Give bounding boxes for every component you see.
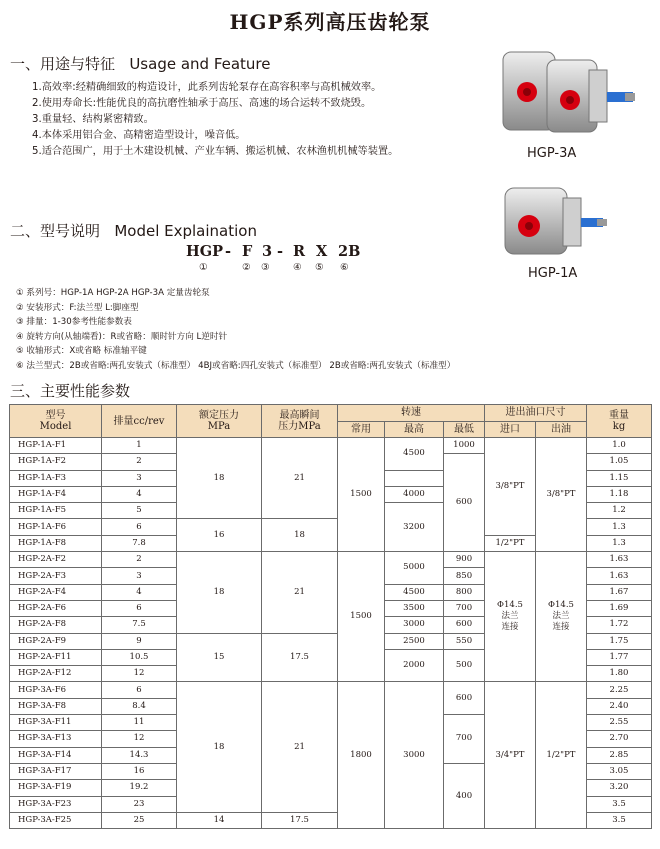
cell-disp: 2 (102, 454, 177, 470)
pump-caption: HGP-3A (527, 146, 577, 161)
legend-item: ④ 旋转方向(从轴端看)：R或省略：顺时针方向 L逆时针 (16, 331, 228, 342)
code-marker: ⑥ (340, 262, 349, 273)
cell-model: HGP-2A-F2 (10, 552, 102, 568)
table-row (10, 552, 652, 568)
cell-peak: 17.5 (262, 812, 338, 828)
port-out-line: Φ14.5 (548, 600, 574, 611)
cell-rated: 18 (177, 682, 262, 812)
table-row (10, 438, 652, 454)
perf-heading: 三、主要性能参数 (10, 382, 131, 400)
col-weight-label: 重量 (609, 410, 629, 421)
port-in-line: Φ14.5 (497, 600, 523, 611)
cell-disp: 25 (102, 812, 177, 828)
single-gear-pump-image (495, 178, 615, 268)
cell-rated: 16 (177, 519, 262, 552)
cell-weight: 1.3 (587, 535, 652, 551)
cell-rated: 18 (177, 552, 262, 633)
cell-speed-min: 400 (444, 763, 485, 828)
cell-port-in: 3/4"PT (485, 682, 536, 829)
port-out-line: 连接 (552, 622, 570, 633)
col-rated-pressure (177, 405, 262, 438)
col-peak-pressure (262, 405, 338, 438)
model-heading (10, 220, 257, 241)
cell-weight: 1.63 (587, 552, 652, 568)
code-marker: ② (242, 262, 251, 273)
usage-list (10, 80, 410, 160)
cell-port-in: 1/2"PT (485, 535, 536, 551)
cell-weight: 2.25 (587, 682, 652, 698)
cell-rated: 15 (177, 633, 262, 682)
cell-speed-max: 2500 (385, 633, 444, 649)
cell-model: HGP-3A-F11 (10, 715, 102, 731)
cell-speed-min: 900 (444, 552, 485, 568)
cell-speed-normal: 1500 (338, 552, 385, 682)
cell-model: HGP-2A-F6 (10, 600, 102, 616)
cell-weight: 1.72 (587, 617, 652, 633)
cell-rated: 14 (177, 812, 262, 828)
cell-disp: 16 (102, 763, 177, 779)
cell-disp: 1 (102, 438, 177, 454)
model-heading-cn: 二、型号说明 (10, 222, 101, 240)
col-port-in: 进口 (485, 421, 536, 438)
cell-speed-max: 4500 (385, 584, 444, 600)
cell-disp: 3 (102, 470, 177, 486)
code-part: R (293, 243, 306, 260)
cell-speed-max: 2000 (385, 649, 444, 682)
cell-speed-min: 600 (444, 454, 485, 552)
cell-speed-max-empty (385, 470, 444, 486)
legend-item: ③ 排量：1-30参考性能参数表 (16, 317, 132, 328)
cell-weight: 2.55 (587, 715, 652, 731)
col-displacement: 排量cc/rev (102, 405, 177, 438)
usage-item: 5.适合范围广，用于土木建设机械、产业车辆、搬运机械、农林渔机机械等装置。 (32, 146, 399, 157)
cell-port-out (536, 552, 587, 682)
col-port-out: 出油 (536, 421, 587, 438)
cell-speed-normal: 1800 (338, 682, 385, 829)
code-part: - (225, 243, 232, 260)
col-model (10, 405, 102, 438)
col-speed: 转速 (338, 405, 485, 422)
cell-speed-min: 600 (444, 617, 485, 633)
cell-speed-min: 850 (444, 568, 485, 584)
cell-model: HGP-2A-F8 (10, 617, 102, 633)
cell-model: HGP-3A-F17 (10, 763, 102, 779)
cell-weight: 1.15 (587, 470, 652, 486)
cell-rated: 18 (177, 438, 262, 519)
cell-speed-max: 3000 (385, 682, 444, 829)
code-part: X (316, 243, 328, 260)
cell-speed-min: 600 (444, 682, 485, 715)
cell-disp: 14.3 (102, 747, 177, 763)
usage-heading-cn: 一、用途与特征 (10, 55, 116, 73)
cell-disp: 10.5 (102, 649, 177, 665)
cell-weight: 1.05 (587, 454, 652, 470)
cell-weight: 1.67 (587, 584, 652, 600)
code-part: F (242, 243, 253, 260)
cell-speed-max: 4500 (385, 438, 444, 471)
code-part: - (277, 243, 284, 260)
cell-model: HGP-1A-F4 (10, 486, 102, 502)
code-marker: ⑤ (315, 262, 324, 273)
cell-weight: 2.85 (587, 747, 652, 763)
cell-disp: 7.5 (102, 617, 177, 633)
cell-weight: 1.69 (587, 600, 652, 616)
cell-weight: 1.0 (587, 438, 652, 454)
port-out-line: 法兰 (552, 611, 570, 622)
cell-speed-min: 550 (444, 633, 485, 649)
cell-speed-max: 3200 (385, 503, 444, 552)
cell-weight: 1.80 (587, 666, 652, 682)
cell-model: HGP-1A-F3 (10, 470, 102, 486)
cell-weight: 1.3 (587, 519, 652, 535)
col-rated-unit: MPa (207, 421, 231, 432)
table-row (10, 682, 652, 698)
double-gear-pump-image (485, 42, 645, 147)
cell-model: HGP-3A-F19 (10, 780, 102, 796)
cell-speed-max: 4000 (385, 486, 444, 502)
col-speed-normal: 常用 (338, 421, 385, 438)
code-part: HGP (186, 243, 223, 260)
cell-speed-normal: 1500 (338, 438, 385, 552)
cell-disp: 23 (102, 796, 177, 812)
cell-weight: 1.63 (587, 568, 652, 584)
cell-speed-max: 3500 (385, 600, 444, 616)
cell-disp: 4 (102, 486, 177, 502)
cell-disp: 6 (102, 519, 177, 535)
code-marker: ① (199, 262, 208, 273)
cell-peak: 21 (262, 552, 338, 633)
code-marker: ④ (293, 262, 302, 273)
legend-item: ⑤ 收轴形式：X或省略 标准轴平键 (16, 346, 147, 357)
code-part: 2B (338, 243, 361, 260)
cell-model: HGP-3A-F23 (10, 796, 102, 812)
cell-weight: 1.2 (587, 503, 652, 519)
cell-disp: 11 (102, 715, 177, 731)
col-model-en: Model (39, 421, 72, 432)
legend-item: ② 安装形式：F:法兰型 L:脚座型 (16, 302, 139, 313)
cell-weight: 1.18 (587, 486, 652, 502)
cell-peak: 18 (262, 519, 338, 552)
cell-port-out: 1/2"PT (536, 682, 587, 829)
cell-disp: 12 (102, 666, 177, 682)
col-peak-label: 最高瞬间 (279, 410, 320, 421)
cell-disp: 19.2 (102, 780, 177, 796)
cell-model: HGP-2A-F12 (10, 666, 102, 682)
page-title: HGP系列高压齿轮泵 (229, 10, 431, 34)
cell-speed-min: 800 (444, 584, 485, 600)
cell-model: HGP-2A-F11 (10, 649, 102, 665)
cell-disp: 6 (102, 600, 177, 616)
legend-item: ⑥ 法兰型式：2B或省略:两孔安装式（标准型） 4BJ或省略:四孔安装式（标准型） 2B或省略:两孔安装式（标准型） (16, 360, 456, 371)
cell-port-out: 3/8"PT (536, 438, 587, 552)
model-legend (16, 286, 455, 374)
cell-model: HGP-2A-F3 (10, 568, 102, 584)
col-peak-unit: 压力MPa (278, 421, 321, 432)
code-part: 3 (262, 243, 273, 260)
port-in-line: 法兰 (501, 611, 519, 622)
pump-caption: HGP-1A (528, 266, 578, 281)
cell-speed-max: 3000 (385, 617, 444, 633)
cell-weight: 1.75 (587, 633, 652, 649)
cell-model: HGP-2A-F4 (10, 584, 102, 600)
cell-disp: 7.8 (102, 535, 177, 551)
usage-item: 4.本体采用铝合金、高精密造型设计，噪音低。 (32, 130, 246, 141)
cell-weight: 1.77 (587, 649, 652, 665)
cell-speed-min: 700 (444, 600, 485, 616)
usage-item: 3.重量轻、结构紧密精致。 (32, 114, 154, 125)
col-port: 进出油口尺寸 (485, 405, 587, 422)
cell-speed-min: 500 (444, 649, 485, 682)
col-speed-max: 最高 (385, 421, 444, 438)
cell-speed-max: 5000 (385, 552, 444, 585)
cell-speed-min: 1000 (444, 438, 485, 454)
legend-item: ① 系列号：HGP-1A HGP-2A HGP-3A 定量齿轮泵 (16, 288, 210, 298)
cell-disp: 9 (102, 633, 177, 649)
cell-peak: 21 (262, 682, 338, 812)
cell-disp: 6 (102, 682, 177, 698)
col-speed-min: 最低 (444, 421, 485, 438)
cell-model: HGP-3A-F6 (10, 682, 102, 698)
cell-speed-min: 700 (444, 715, 485, 764)
cell-port-in (485, 552, 536, 682)
col-model-cn: 型号 (45, 410, 66, 421)
usage-item: 1.高效率:经精确细致的构造设计，此系列齿轮泵存在高容积率与高机械效率。 (32, 82, 382, 93)
cell-disp: 2 (102, 552, 177, 568)
col-weight-unit: kg (612, 421, 626, 432)
cell-peak: 17.5 (262, 633, 338, 682)
cell-disp: 12 (102, 731, 177, 747)
cell-model: HGP-1A-F2 (10, 454, 102, 470)
cell-disp: 8.4 (102, 698, 177, 714)
usage-item: 2.使用寿命长:性能优良的高抗磨性轴承于高压、高速的场合运转不致烧毁。 (32, 98, 372, 109)
cell-model: HGP-1A-F1 (10, 438, 102, 454)
cell-weight: 2.70 (587, 731, 652, 747)
cell-weight: 3.5 (587, 812, 652, 828)
cell-peak: 21 (262, 438, 338, 519)
cell-weight: 3.05 (587, 763, 652, 779)
cell-disp: 3 (102, 568, 177, 584)
cell-weight: 3.20 (587, 780, 652, 796)
model-heading-en: Model Explaination (114, 222, 257, 240)
cell-model: HGP-3A-F14 (10, 747, 102, 763)
col-weight (587, 405, 652, 438)
cell-disp: 4 (102, 584, 177, 600)
cell-model: HGP-1A-F8 (10, 535, 102, 551)
usage-heading (10, 53, 271, 74)
cell-model: HGP-2A-F9 (10, 633, 102, 649)
cell-model: HGP-3A-F13 (10, 731, 102, 747)
port-in-line: 连接 (501, 622, 519, 633)
cell-model: HGP-1A-F5 (10, 503, 102, 519)
usage-heading-en: Usage and Feature (129, 55, 271, 73)
code-marker: ③ (261, 262, 270, 273)
cell-weight: 3.5 (587, 796, 652, 812)
cell-weight: 2.40 (587, 698, 652, 714)
cell-port-in: 3/8"PT (485, 438, 536, 536)
col-rated-label: 额定压力 (199, 410, 239, 421)
cell-disp: 5 (102, 503, 177, 519)
performance-table (9, 404, 652, 829)
cell-model: HGP-3A-F25 (10, 812, 102, 828)
cell-model: HGP-1A-F6 (10, 519, 102, 535)
cell-model: HGP-3A-F8 (10, 698, 102, 714)
